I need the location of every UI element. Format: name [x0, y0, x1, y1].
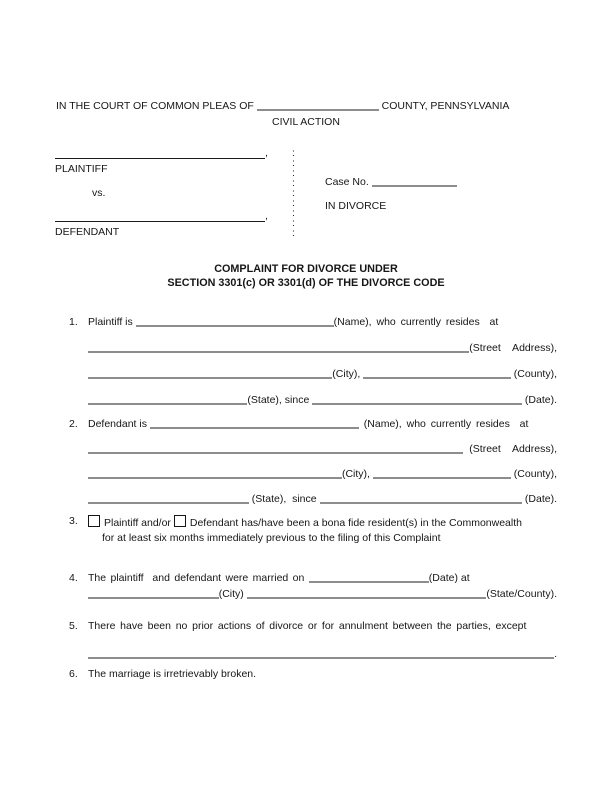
caption-colon: :	[292, 177, 295, 189]
text-segment: Defendant has/have been a bona fide resident(s) in the Commonwealth	[189, 517, 522, 529]
defendant-resident-checkbox[interactable]	[174, 515, 186, 527]
caption-colon: :	[292, 167, 295, 179]
text-segment: Plaintiff and/or	[104, 517, 174, 529]
defendant-label: DEFENDANT	[55, 226, 120, 238]
document-title-line2: SECTION 3301(c) OR 3301(d) OF THE DIVORCE CODE	[167, 277, 445, 289]
form-item-marriage-broken	[69, 667, 557, 681]
item-number: 4.	[69, 572, 78, 584]
plaintiff-county-blank[interactable]	[363, 378, 511, 379]
defendant-residence-date-blank[interactable]	[320, 503, 522, 504]
defendant-name-line-row	[55, 210, 268, 222]
plaintiff-name-blank[interactable]	[136, 326, 334, 327]
item-content	[88, 619, 557, 661]
item-number: 6.	[69, 668, 78, 680]
item-content	[88, 315, 557, 407]
defendant-name-line[interactable]	[55, 210, 265, 222]
defendant-state-blank[interactable]	[88, 503, 249, 504]
court-header-line	[56, 100, 509, 112]
in-divorce-label: IN DIVORCE	[325, 200, 387, 212]
item-number: 5.	[69, 620, 78, 632]
text-segment: (City),	[332, 368, 364, 380]
plaintiff-name-line[interactable]	[55, 147, 265, 159]
form-line	[88, 417, 557, 431]
form-item-defendant-residence	[69, 417, 557, 506]
form-line	[88, 587, 557, 601]
form-line	[88, 492, 557, 506]
text-segment: (Name), who currently resides at	[333, 316, 499, 328]
caption-colon: :	[292, 207, 295, 219]
form-line	[88, 647, 557, 661]
text-segment: (Name), who currently resides at	[358, 418, 529, 430]
item-number: 2.	[69, 418, 78, 430]
case-number-row	[325, 175, 457, 189]
form-item-plaintiff-residence	[69, 315, 557, 407]
item-content	[88, 571, 557, 601]
caption-colon: :	[292, 157, 295, 169]
item-content	[88, 417, 557, 506]
caption-colon: :	[292, 147, 295, 159]
form-line	[88, 619, 557, 633]
form-item-prior-actions	[69, 619, 557, 661]
comma-text: ,	[265, 210, 268, 222]
colon-column	[292, 148, 295, 238]
caption-colon: :	[292, 197, 295, 209]
text-segment: (State/County).	[486, 588, 557, 600]
form-line	[88, 531, 557, 545]
plaintiff-label: PLAINTIFF	[55, 163, 108, 175]
marriage-city-blank[interactable]	[88, 598, 219, 599]
caption-colon: :	[292, 217, 295, 229]
form-line	[88, 367, 557, 381]
plaintiff-city-blank[interactable]	[88, 378, 332, 379]
text-segment: for at least six months immediately previous to the filing of this Complaint	[102, 532, 441, 544]
text-segment: (County),	[510, 368, 557, 380]
caption-colon: :	[292, 227, 295, 239]
text-segment: (City)	[218, 588, 247, 600]
text-segment: (Date) at	[428, 572, 470, 584]
case-caption-left	[55, 147, 268, 238]
text-segment: (State), since	[248, 493, 320, 505]
defendant-name-blank[interactable]	[150, 428, 359, 429]
marriage-state-county-blank[interactable]	[247, 598, 487, 599]
county-name-blank[interactable]	[257, 110, 379, 111]
form-line	[88, 467, 557, 481]
prior-actions-exception-blank[interactable]	[88, 658, 554, 659]
text-segment: (Date).	[521, 394, 557, 406]
form-item-residency-affirmation	[69, 514, 557, 545]
form-line	[88, 442, 557, 456]
form-line	[88, 393, 557, 407]
text-segment: (State), since	[247, 394, 313, 406]
document-title	[0, 262, 612, 290]
text-segment: (Street Address),	[469, 342, 557, 354]
item-content	[88, 514, 557, 545]
form-line	[88, 571, 557, 585]
case-number-label: Case No.	[325, 176, 372, 188]
marriage-date-blank[interactable]	[309, 582, 429, 583]
text-segment: (City),	[341, 468, 373, 480]
text-segment: (County),	[510, 468, 557, 480]
item-number: 1.	[69, 316, 78, 328]
plaintiff-residence-date-blank[interactable]	[312, 404, 522, 405]
court-header-post-text: COUNTY, PENNSYLVANIA	[378, 100, 510, 112]
defendant-street-address-blank[interactable]	[88, 453, 463, 454]
plaintiff-state-blank[interactable]	[88, 404, 247, 405]
form-line	[88, 514, 557, 528]
civil-action-label: CIVIL ACTION	[272, 116, 340, 128]
vs-label: vs.	[92, 187, 106, 199]
item-content	[88, 667, 557, 681]
text-segment: Plaintiff is	[88, 316, 136, 328]
court-header-pre-text: IN THE COURT OF COMMON PLEAS OF	[56, 100, 257, 112]
caption-colon: :	[292, 187, 295, 199]
text-segment: .	[554, 648, 557, 660]
form-item-marriage-details	[69, 571, 557, 601]
plaintiff-street-address-blank[interactable]	[88, 352, 469, 353]
comma-text: ,	[265, 147, 268, 159]
text-segment: Defendant is	[88, 418, 150, 430]
plaintiff-name-line-row	[55, 147, 268, 159]
defendant-city-blank[interactable]	[88, 478, 342, 479]
text-segment: There have been no prior actions of divorce or for annulment between the parties, except	[88, 620, 527, 632]
form-line	[88, 315, 557, 329]
form-line	[88, 341, 557, 355]
text-segment: The plaintiff and defendant were married on	[88, 572, 309, 584]
text-segment: (Street Address),	[463, 443, 557, 455]
document-title-line1: COMPLAINT FOR DIVORCE UNDER	[214, 263, 398, 275]
item-number: 3.	[69, 515, 78, 527]
defendant-county-blank[interactable]	[373, 478, 511, 479]
form-line	[88, 667, 557, 681]
case-number-blank[interactable]	[372, 186, 457, 187]
text-segment: The marriage is irretrievably broken.	[88, 668, 257, 680]
text-segment: (Date).	[521, 493, 557, 505]
plaintiff-resident-checkbox[interactable]	[88, 515, 100, 527]
